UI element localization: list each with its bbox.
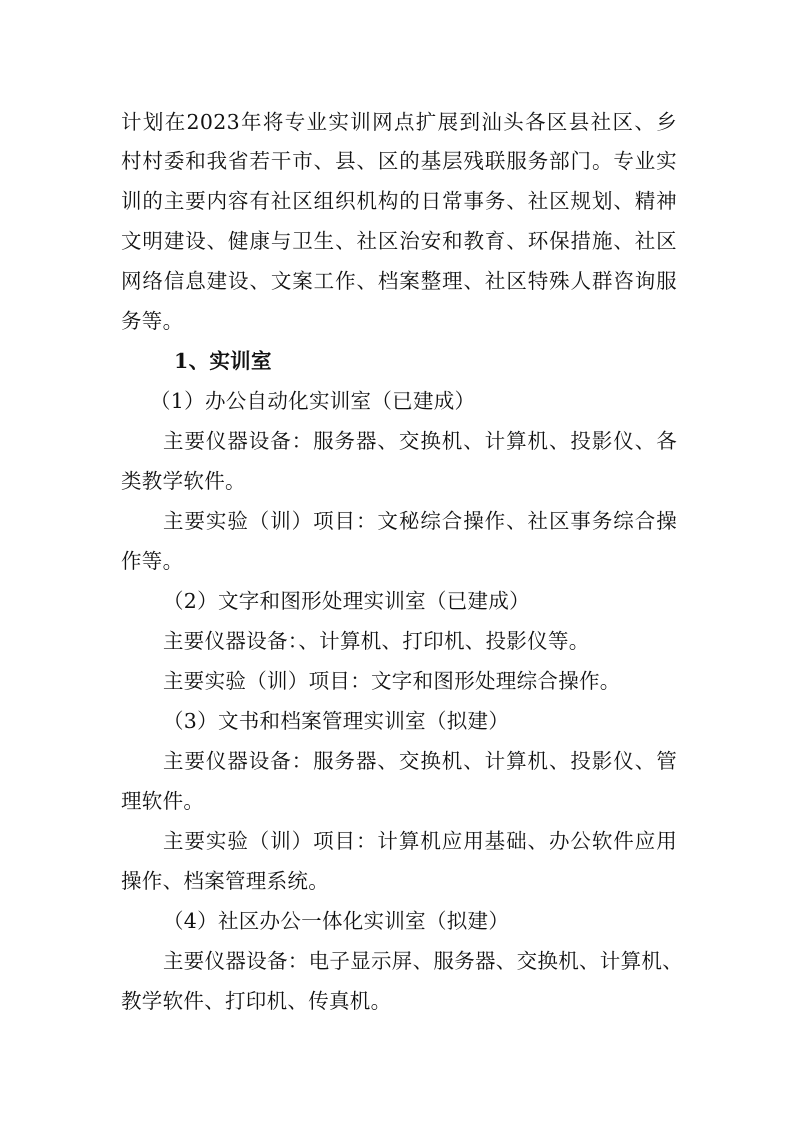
intro-line-1: 计划在2023年将专业实训网点扩展到汕头各区县社区、乡 — [121, 110, 677, 134]
intro-line-5: 网络信息建设、文案工作、档案整理、社区特殊人群咨询服 — [121, 269, 677, 293]
room-3-equipment-line-2: 理软件。 — [121, 789, 205, 813]
section-heading: 1、实训室 — [174, 349, 272, 373]
room-2-projects: 主要实验（训）项目：文字和图形处理综合操作。 — [163, 669, 621, 693]
room-4-equipment-line-1: 主要仪器设备：电子显示屏、服务器、交换机、计算机、 — [163, 949, 683, 973]
room-1-projects-line-1: 主要实验（训）项目：文秘综合操作、社区事务综合操 — [163, 509, 677, 533]
room-3-equipment-line-1: 主要仪器设备：服务器、交换机、计算机、投影仪、管 — [163, 749, 677, 773]
room-2-title: （2）文字和图形处理实训室（已建成） — [163, 589, 530, 613]
room-4-title: （4）社区办公一体化实训室（拟建） — [163, 909, 510, 933]
room-1-projects-line-2: 作等。 — [121, 549, 184, 573]
room-3-title: （3）文书和档案管理实训室（拟建） — [163, 709, 510, 733]
intro-line-4: 文明建设、健康与卫生、社区治安和教育、环保措施、社区 — [121, 229, 677, 253]
room-4-equipment-line-2: 教学软件、打印机、传真机。 — [121, 989, 392, 1013]
room-3-projects-line-2: 操作、档案管理系统。 — [121, 869, 329, 893]
intro-line-6: 务等。 — [121, 309, 184, 333]
intro-line-3: 训的主要内容有社区组织机构的日常事务、社区规划、精神 — [121, 189, 677, 213]
room-1-title: （1）办公自动化实训室（已建成） — [150, 389, 476, 413]
intro-line-2: 村村委和我省若干市、县、区的基层残联服务部门。专业实 — [121, 149, 677, 173]
room-1-equipment-line-1: 主要仪器设备：服务器、交换机、计算机、投影仪、各 — [163, 429, 677, 453]
room-1-equipment-line-2: 类教学软件。 — [121, 469, 246, 493]
room-3-projects-line-1: 主要实验（训）项目：计算机应用基础、办公软件应用 — [163, 829, 677, 853]
room-2-equipment: 主要仪器设备：、计算机、打印机、投影仪等。 — [163, 629, 590, 653]
